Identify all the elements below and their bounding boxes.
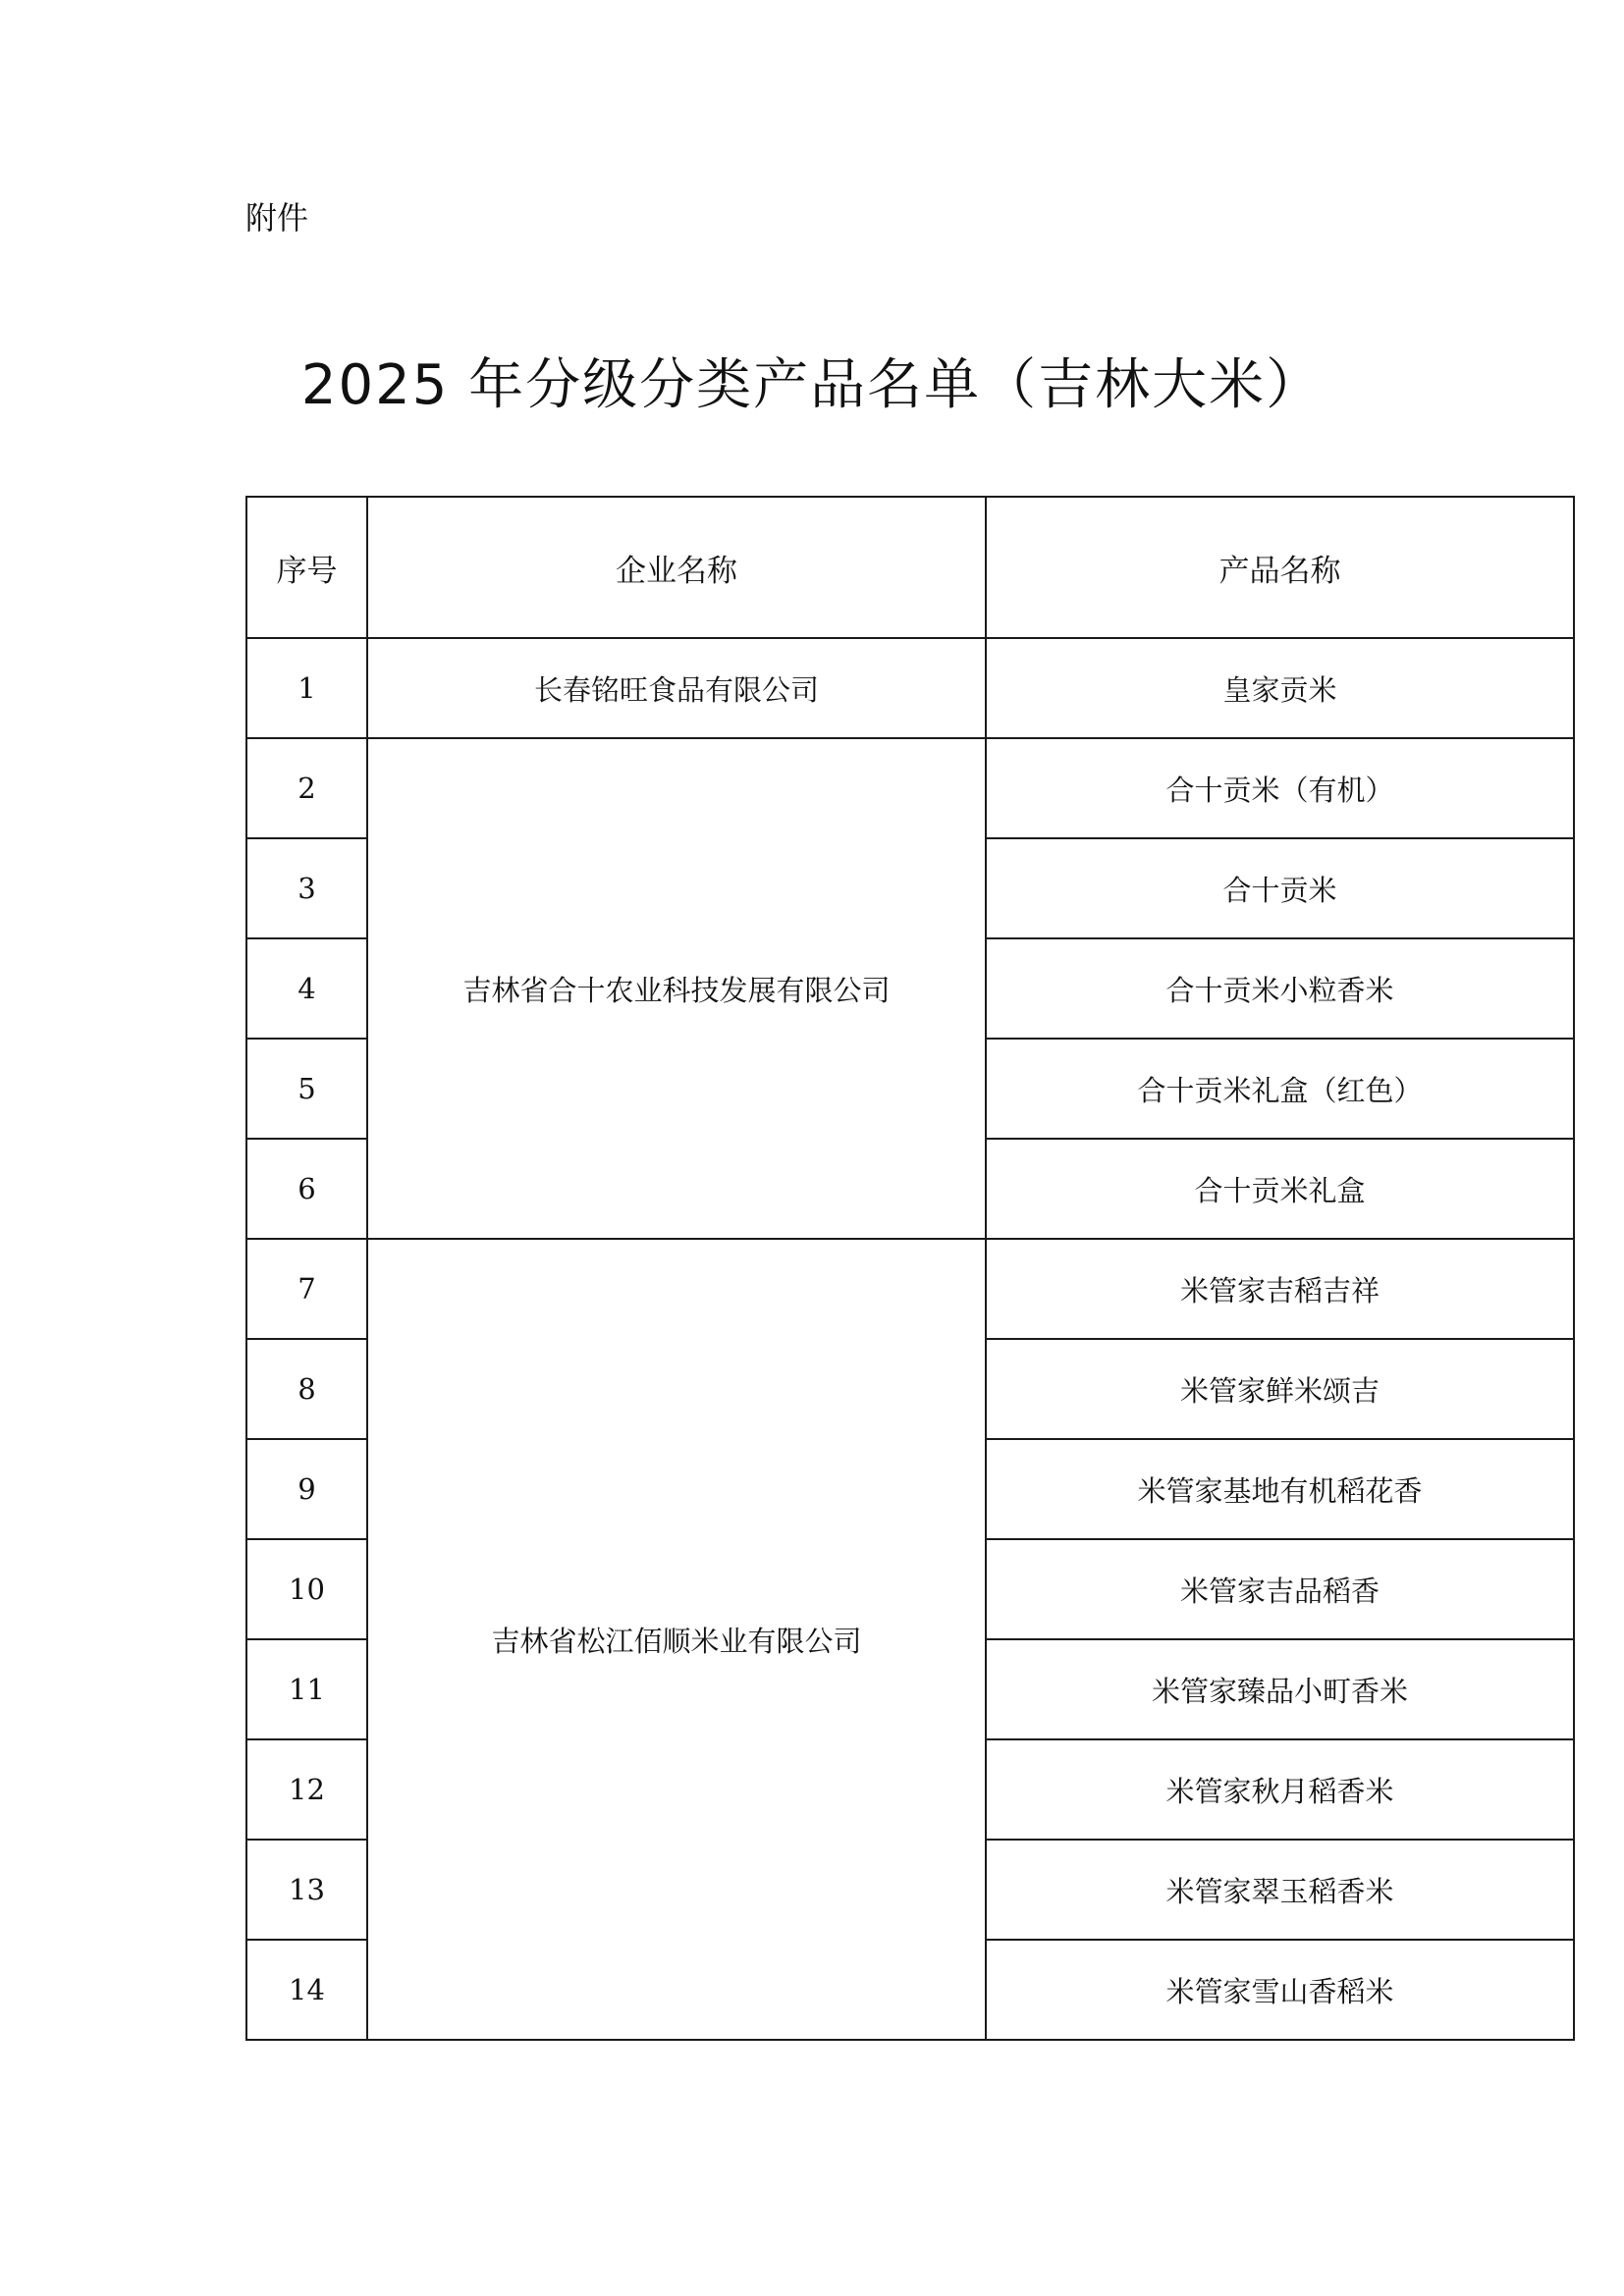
table-row: [246, 1239, 1574, 1339]
column-header-company: 企业名称: [367, 497, 986, 638]
cell-product: 米管家基地有机稻花香: [986, 1439, 1574, 1539]
cell-company: 吉林省松江佰顺米业有限公司: [367, 1239, 986, 2040]
cell-seq: 12: [246, 1739, 367, 1840]
cell-company: 吉林省合十农业科技发展有限公司: [367, 738, 986, 1239]
cell-seq: 13: [246, 1840, 367, 1940]
cell-product: 合十贡米礼盒: [986, 1139, 1574, 1239]
cell-seq: 11: [246, 1639, 367, 1739]
cell-seq: 10: [246, 1539, 367, 1639]
cell-product: 米管家翠玉稻香米: [986, 1840, 1574, 1940]
product-list-table: [245, 496, 1575, 2041]
column-header-seq: 序号: [246, 497, 367, 638]
cell-seq: 3: [246, 838, 367, 938]
cell-seq: 8: [246, 1339, 367, 1439]
table-row: [246, 638, 1574, 738]
cell-seq: 1: [246, 638, 367, 738]
cell-product: 合十贡米（有机）: [986, 738, 1574, 838]
cell-seq: 5: [246, 1039, 367, 1139]
column-header-product: 产品名称: [986, 497, 1574, 638]
cell-product: 合十贡米礼盒（红色）: [986, 1039, 1574, 1139]
cell-product: 米管家鲜米颂吉: [986, 1339, 1574, 1439]
table-row: [246, 738, 1574, 838]
cell-seq: 4: [246, 938, 367, 1039]
cell-product: 皇家贡米: [986, 638, 1574, 738]
cell-seq: 7: [246, 1239, 367, 1339]
table-header-row: [246, 497, 1574, 638]
cell-company: 长春铭旺食品有限公司: [367, 638, 986, 738]
cell-product: 米管家吉品稻香: [986, 1539, 1574, 1639]
cell-product: 米管家雪山香稻米: [986, 1940, 1574, 2040]
cell-product: 合十贡米小粒香米: [986, 938, 1574, 1039]
cell-product: 米管家臻品小町香米: [986, 1639, 1574, 1739]
page-title: 2025 年分级分类产品名单（吉林大米）: [300, 353, 1324, 417]
attachment-label: 附件: [245, 199, 309, 237]
cell-seq: 2: [246, 738, 367, 838]
cell-seq: 6: [246, 1139, 367, 1239]
cell-product: 合十贡米: [986, 838, 1574, 938]
cell-product: 米管家秋月稻香米: [986, 1739, 1574, 1840]
cell-product: 米管家吉稻吉祥: [986, 1239, 1574, 1339]
cell-seq: 9: [246, 1439, 367, 1539]
cell-seq: 14: [246, 1940, 367, 2040]
